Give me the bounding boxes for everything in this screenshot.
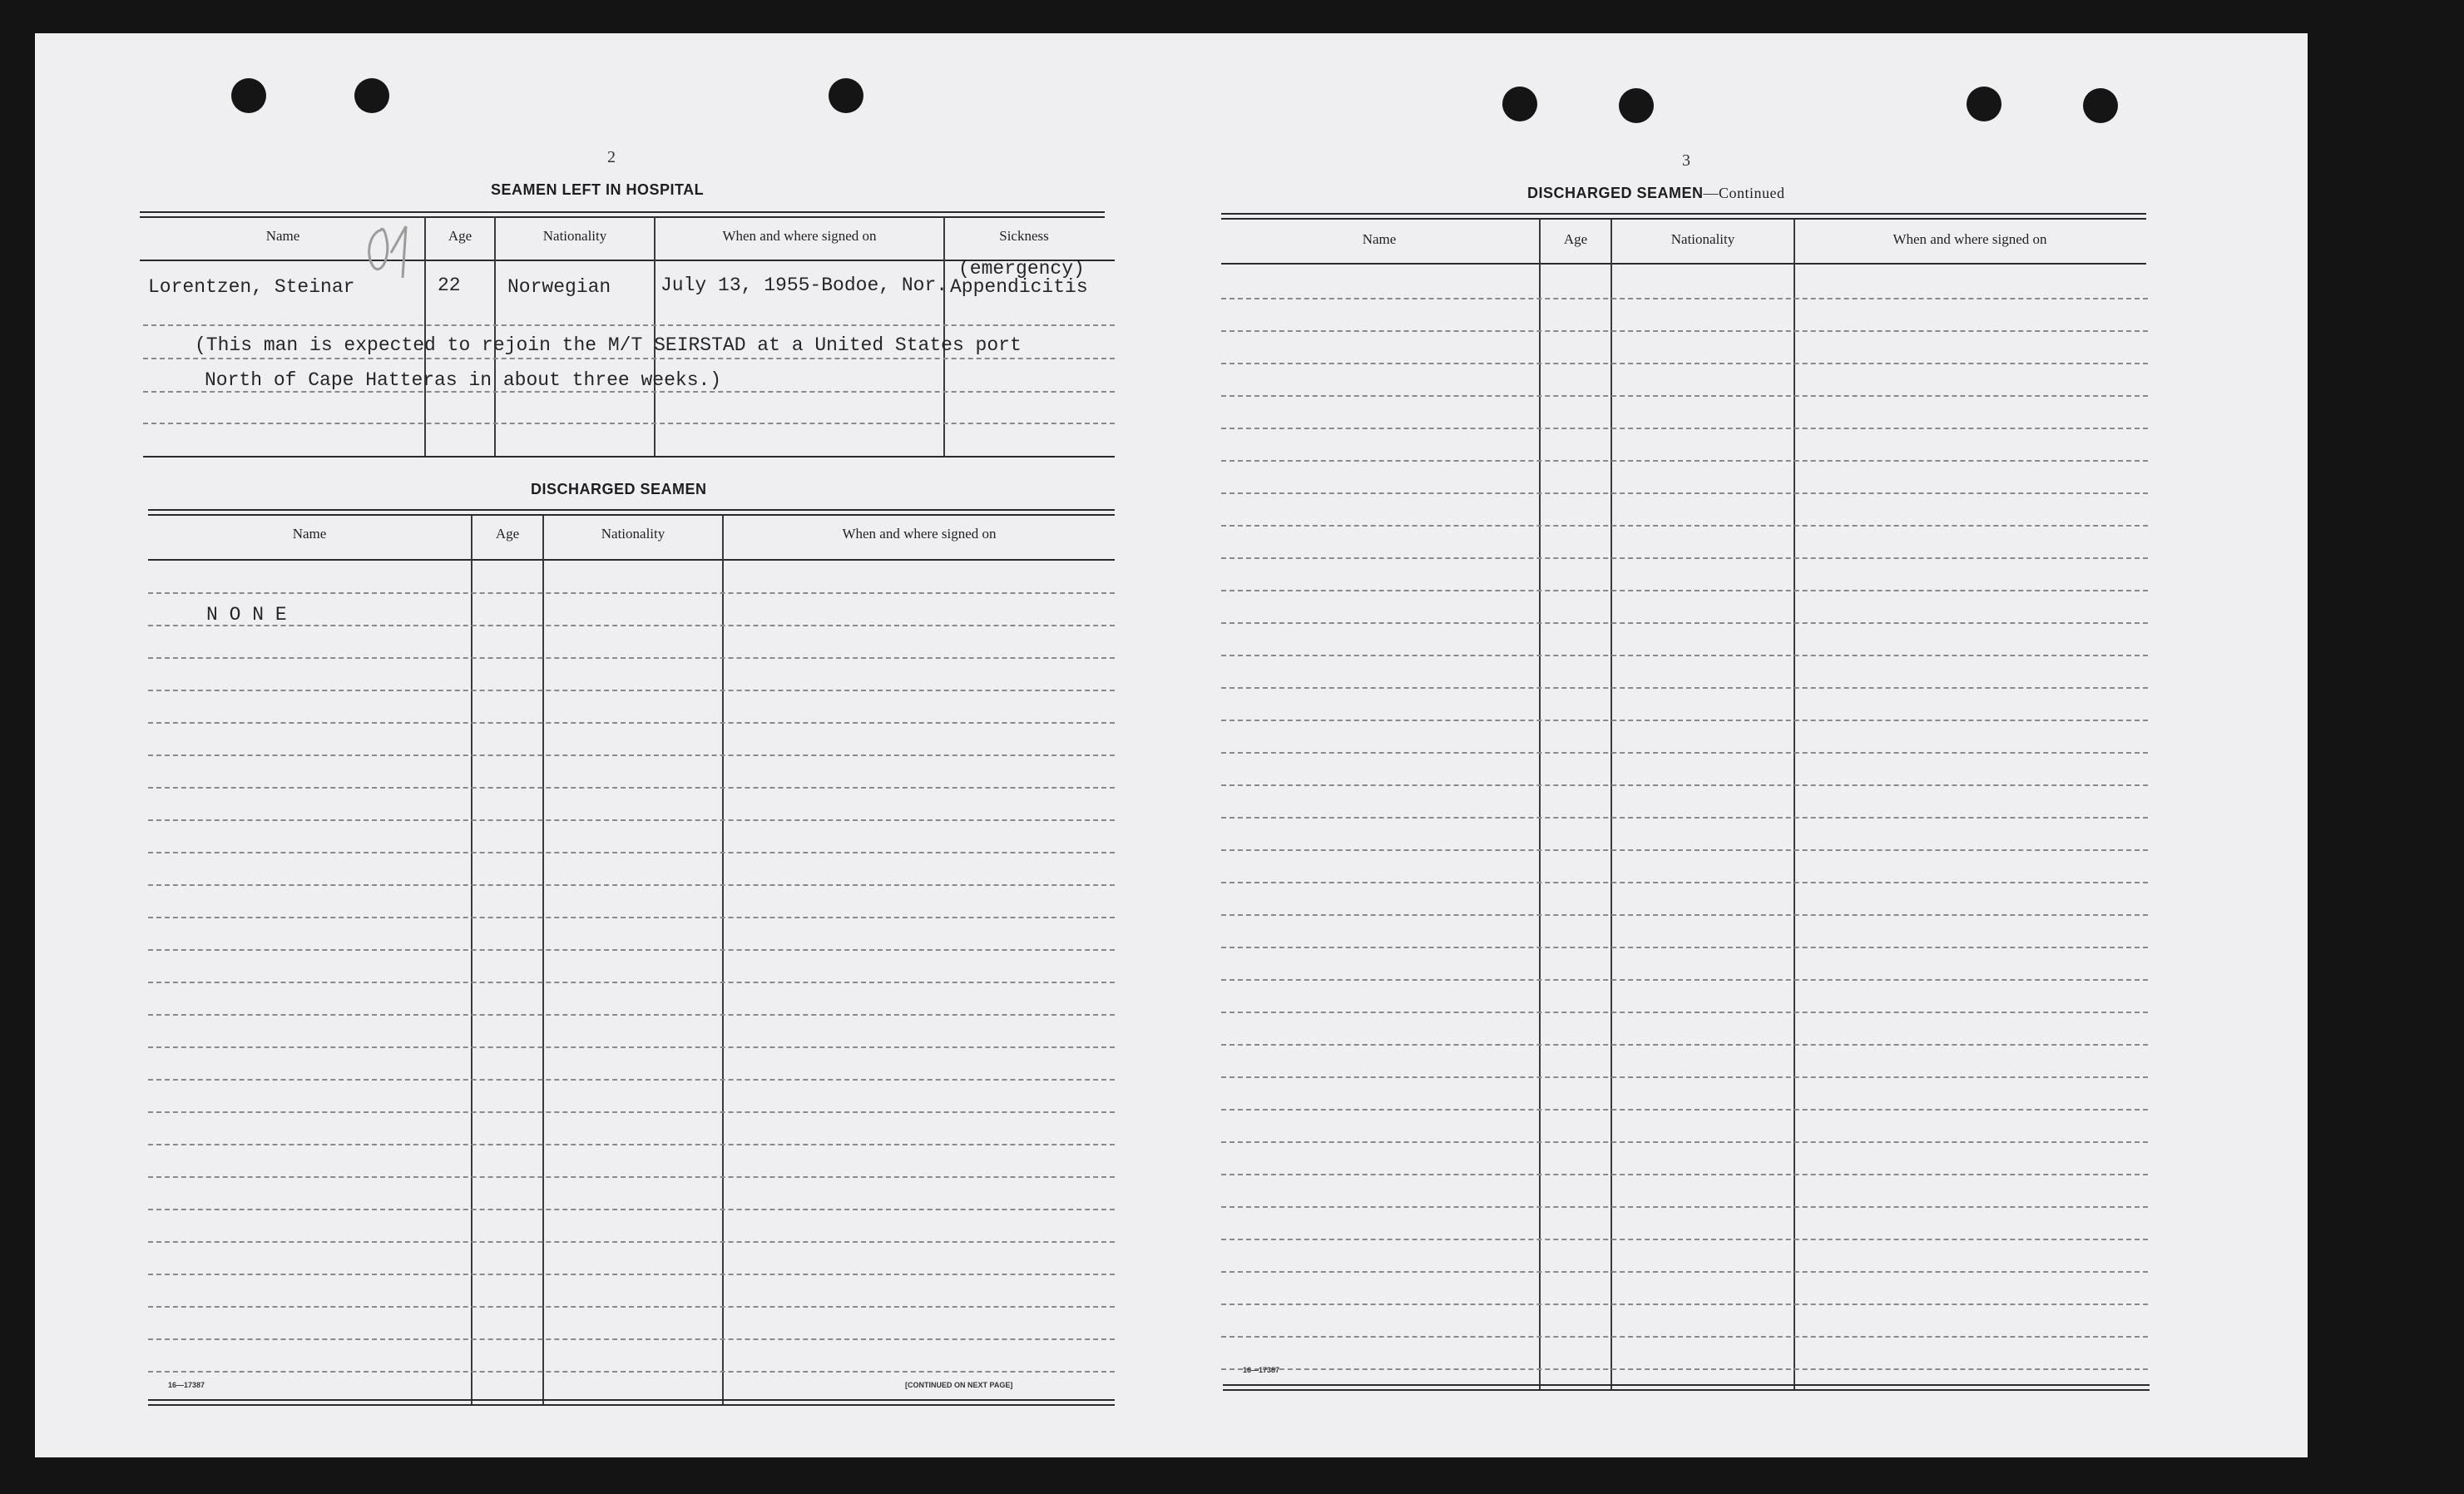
row-line (148, 1241, 1115, 1243)
row-line (148, 1274, 1115, 1275)
row-line (143, 358, 1115, 359)
row-line (148, 657, 1115, 659)
header-rule (1221, 263, 2146, 265)
column-header-age: Age (495, 526, 520, 542)
discharged-section-title: DISCHARGED SEAMEN (531, 481, 707, 497)
row-line (148, 1338, 1115, 1340)
handwritten-mark (358, 221, 424, 284)
row-line (1221, 720, 2148, 721)
hospital-section-title: SEAMEN LEFT IN HOSPITAL (491, 181, 705, 198)
title-bold: DISCHARGED SEAMEN (1527, 185, 1704, 201)
row-line (148, 625, 1115, 626)
row-line (1221, 784, 2148, 786)
row-line (1221, 1076, 2148, 1078)
column-header-nationality: Nationality (1670, 231, 1735, 247)
row-line (1221, 849, 2148, 851)
row-line (1221, 1239, 2148, 1240)
row-line (1221, 557, 2148, 559)
row-line (148, 754, 1115, 756)
continued-note: [CONTINUED ON NEXT PAGE] (905, 1381, 1013, 1389)
row-line (148, 884, 1115, 886)
row-line (148, 819, 1115, 821)
row-line (148, 722, 1115, 724)
punch-hole (829, 78, 863, 113)
hospital-table-top-rule (140, 216, 1105, 218)
row-line (148, 592, 1115, 594)
row-line (148, 1079, 1115, 1081)
row-line (143, 324, 1115, 326)
row-line (1221, 1044, 2148, 1046)
row-line (1221, 1368, 2148, 1370)
column-header-nationality: Nationality (601, 526, 665, 542)
column-header-signed-on: When and where signed on (1893, 231, 2047, 247)
column-header-signed-on: When and where signed on (722, 228, 877, 244)
row-line (1221, 1304, 2148, 1305)
hospital-table-top-rule (140, 211, 1105, 213)
column-divider (542, 516, 544, 1406)
column-header-name: Name (292, 526, 327, 542)
entry-sickness-note: (emergency) (958, 258, 1085, 280)
row-line (1221, 914, 2148, 916)
table-top-rule (1221, 213, 2146, 215)
row-line (1221, 817, 2148, 819)
row-line (1221, 525, 2148, 527)
row-line (148, 1306, 1115, 1308)
entry-name: Lorentzen, Steinar (148, 276, 355, 298)
discharged-table-bottom-rule (148, 1404, 1115, 1406)
row-line (1221, 590, 2148, 591)
punch-hole (1502, 87, 1537, 121)
page-number: 2 (607, 148, 616, 166)
column-header-nationality: Nationality (542, 228, 607, 244)
column-header-name: Name (1362, 231, 1397, 247)
row-line (1221, 1174, 2148, 1175)
row-line (1221, 460, 2148, 462)
row-line (1221, 1206, 2148, 1208)
row-line (148, 1144, 1115, 1145)
table-bottom-rule (1223, 1384, 2150, 1386)
entry-signed-on: July 13, 1955-Bodoe, Nor. (661, 275, 948, 296)
form-number: 16—17387 (1243, 1366, 1280, 1374)
row-line (1221, 428, 2148, 429)
punch-hole (1967, 87, 2001, 121)
discharged-header-rule (148, 559, 1115, 561)
entry-sickness: Appendicitis (950, 276, 1088, 298)
row-line (1221, 298, 2148, 299)
remark-line-1: (This man is expected to rejoin the M/T SEIRSTAD at a United States port (195, 334, 1022, 356)
discharged-table-bottom-rule (148, 1399, 1115, 1401)
column-header-name: Name (265, 228, 300, 244)
row-line (1221, 492, 2148, 494)
column-header-age: Age (448, 228, 473, 244)
row-line (1221, 1336, 2148, 1338)
row-line (1221, 363, 2148, 364)
row-line (1221, 330, 2148, 332)
row-line (148, 1176, 1115, 1178)
row-line (148, 949, 1115, 951)
row-line (148, 1209, 1115, 1210)
form-number: 16—17387 (168, 1381, 205, 1389)
punch-hole (2083, 88, 2118, 123)
entry-age: 22 (438, 275, 461, 296)
column-header-signed-on: When and where signed on (842, 526, 997, 542)
row-line (1221, 1012, 2148, 1013)
row-line (1221, 1271, 2148, 1273)
row-line (1221, 1109, 2148, 1111)
row-line (1221, 1141, 2148, 1143)
page-title (1527, 185, 1785, 202)
punch-hole (354, 78, 389, 113)
row-line (1221, 687, 2148, 689)
row-line (148, 787, 1115, 789)
table-bottom-rule (1223, 1389, 2150, 1391)
row-line (148, 1014, 1115, 1016)
discharged-table-top-rule (148, 514, 1115, 516)
right-page (1183, 33, 2308, 1457)
row-line (1221, 655, 2148, 656)
discharged-table-top-rule (148, 509, 1115, 511)
row-line (1221, 752, 2148, 754)
punch-hole (231, 78, 266, 113)
column-divider (471, 516, 473, 1406)
row-line (1221, 979, 2148, 981)
row-line (148, 982, 1115, 983)
page-number: 3 (1682, 151, 1690, 170)
left-page (35, 33, 1183, 1457)
punch-hole (1619, 88, 1654, 123)
row-line (148, 1046, 1115, 1048)
column-header-age: Age (1563, 231, 1588, 247)
row-line (143, 391, 1115, 393)
row-line (1221, 947, 2148, 948)
row-line (1221, 882, 2148, 883)
row-line (148, 1111, 1115, 1113)
entry-nationality: Norwegian (507, 276, 611, 298)
title-rest: —Continued (1703, 185, 1785, 201)
row-line (148, 690, 1115, 691)
row-line (1221, 395, 2148, 397)
column-divider (722, 516, 724, 1406)
remark-line-2: North of Cape Hatteras in about three weeks.) (205, 369, 722, 391)
discharged-entry-none: N O N E (206, 604, 287, 626)
row-line (1221, 622, 2148, 624)
hospital-table-bottom-rule (143, 456, 1115, 458)
column-header-sickness: Sickness (999, 228, 1049, 244)
row-line (143, 423, 1115, 424)
table-top-rule (1221, 218, 2146, 220)
row-line (148, 852, 1115, 853)
row-line (148, 1371, 1115, 1373)
row-line (148, 917, 1115, 918)
